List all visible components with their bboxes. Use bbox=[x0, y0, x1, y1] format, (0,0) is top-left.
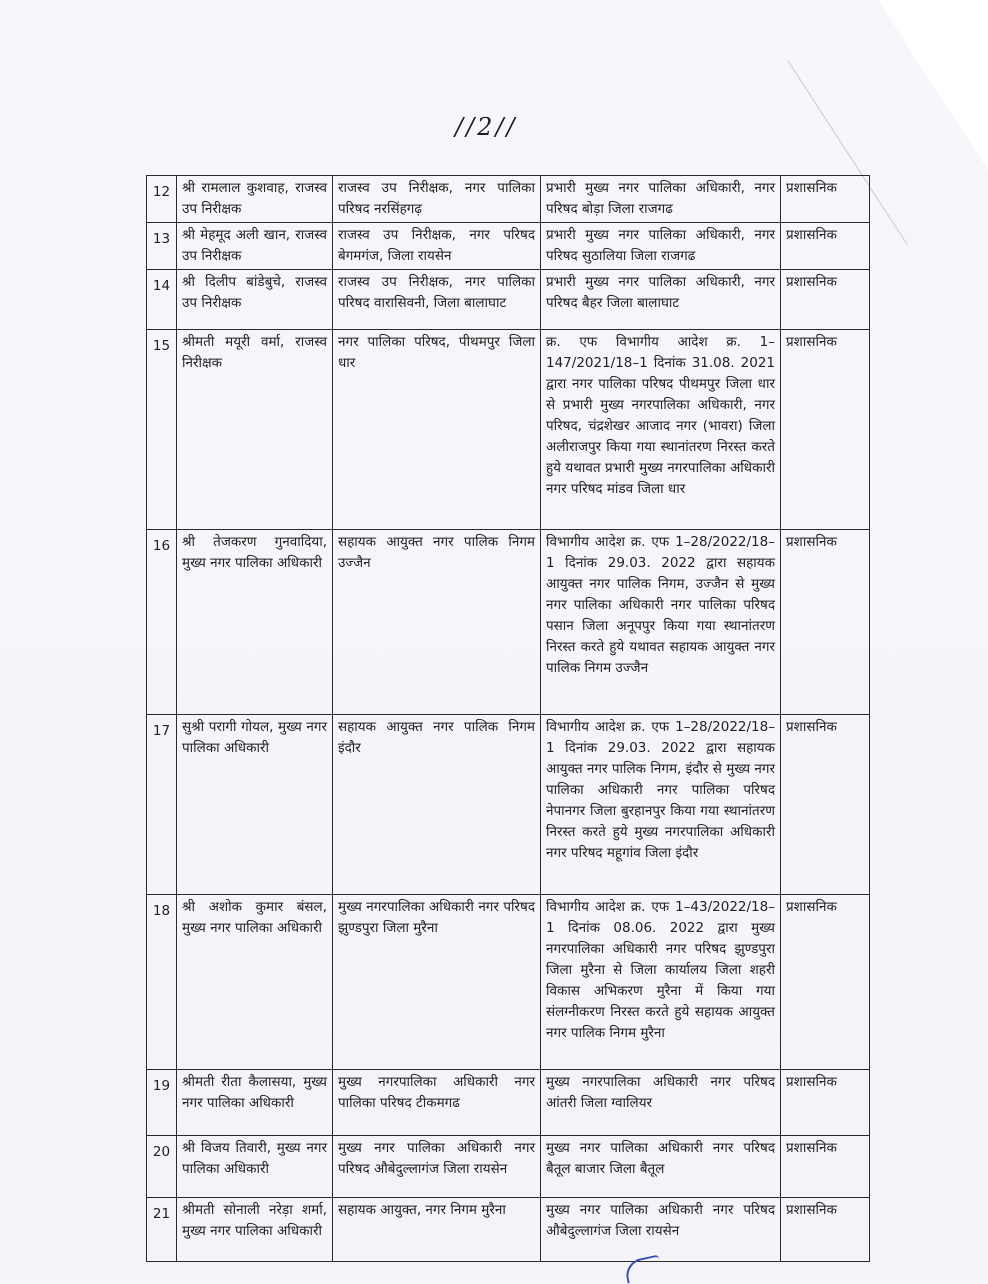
serial-number: 16 bbox=[147, 530, 177, 715]
officer-name: श्री दिलीप बांडेबुचे, राजस्व उप निरीक्षक bbox=[177, 270, 333, 330]
current-posting: मुख्य नगरपालिका अधिकारी नगर परिषद झुण्डपुरा जिला मुरैना bbox=[333, 895, 541, 1070]
transfer-category: प्रशासनिक bbox=[781, 1070, 870, 1136]
transfer-category: प्रशासनिक bbox=[781, 1136, 870, 1198]
current-posting: नगर पालिका परिषद, पीथमपुर जिला धार bbox=[333, 330, 541, 530]
new-posting: प्रभारी मुख्य नगर पालिका अधिकारी, नगर परिषद बैहर जिला बालाघाट bbox=[541, 270, 781, 330]
page-number: //2// bbox=[455, 113, 518, 141]
serial-number: 18 bbox=[147, 895, 177, 1070]
transfer-category: प्रशासनिक bbox=[781, 330, 870, 530]
serial-number: 13 bbox=[147, 223, 177, 270]
table-row bbox=[147, 1070, 870, 1136]
current-posting: मुख्य नगर पालिका अधिकारी नगर परिषद औबेदुल्लागंज जिला रायसेन bbox=[333, 1136, 541, 1198]
officer-name: सुश्री परागी गोयल, मुख्य नगर पालिका अधिकारी bbox=[177, 715, 333, 895]
serial-number: 19 bbox=[147, 1070, 177, 1136]
folded-corner bbox=[878, 0, 988, 170]
table-row bbox=[147, 223, 870, 270]
transfer-category: प्रशासनिक bbox=[781, 1198, 870, 1262]
table-row bbox=[147, 715, 870, 895]
current-posting: सहायक आयुक्त, नगर निगम मुरैना bbox=[333, 1198, 541, 1262]
current-posting: राजस्व उप निरीक्षक, नगर परिषद बेगमगंज, जिला रायसेन bbox=[333, 223, 541, 270]
officer-name: श्रीमती मयूरी वर्मा, राजस्व निरीक्षक bbox=[177, 330, 333, 530]
transfer-category: प्रशासनिक bbox=[781, 530, 870, 715]
table-row bbox=[147, 895, 870, 1070]
new-posting: विभागीय आदेश क्र. एफ 1–28/2022/18–1 दिनांक 29.03. 2022 द्वारा सहायक आयुक्त नगर पालिक निगम, इंदौर से मुख्य नगर पालिका अधिकारी नगर पालिका परिषद नेपानगर जिला बुरहानपुर किया गया स्थानांतरण निरस्त करते हुये मुख्य नगरपालिका अधिकारी नगर परिषद महूगांव जिला इंदौर bbox=[541, 715, 781, 895]
table-row bbox=[147, 176, 870, 223]
serial-number: 12 bbox=[147, 176, 177, 223]
new-posting: मुख्य नगरपालिका अधिकारी नगर परिषद आंतरी जिला ग्वालियर bbox=[541, 1070, 781, 1136]
current-posting: राजस्व उप निरीक्षक, नगर पालिका परिषद वारासिवनी, जिला बालाघाट bbox=[333, 270, 541, 330]
serial-number: 14 bbox=[147, 270, 177, 330]
transfer-category: प्रशासनिक bbox=[781, 895, 870, 1070]
officer-name: श्री रामलाल कुशवाह, राजस्व उप निरीक्षक bbox=[177, 176, 333, 223]
serial-number: 17 bbox=[147, 715, 177, 895]
current-posting: मुख्य नगरपालिका अधिकारी नगर पालिका परिषद टीकमगढ bbox=[333, 1070, 541, 1136]
current-posting: राजस्व उप निरीक्षक, नगर पालिका परिषद नरसिंहगढ़ bbox=[333, 176, 541, 223]
table-row bbox=[147, 530, 870, 715]
table-row bbox=[147, 1136, 870, 1198]
new-posting: प्रभारी मुख्य नगर पालिका अधिकारी, नगर परिषद सुठालिया जिला राजगढ bbox=[541, 223, 781, 270]
serial-number: 21 bbox=[147, 1198, 177, 1262]
officer-name: श्रीमती रीता कैलासया, मुख्य नगर पालिका अधिकारी bbox=[177, 1070, 333, 1136]
officer-name: श्री अशोक कुमार बंसल, मुख्य नगर पालिका अधिकारी bbox=[177, 895, 333, 1070]
transfer-orders-table bbox=[146, 175, 870, 1262]
transfer-category: प्रशासनिक bbox=[781, 715, 870, 895]
transfer-category: प्रशासनिक bbox=[781, 270, 870, 330]
current-posting: सहायक आयुक्त नगर पालिक निगम इंदौर bbox=[333, 715, 541, 895]
transfer-category: प्रशासनिक bbox=[781, 223, 870, 270]
table-row bbox=[147, 1198, 870, 1262]
officer-name: श्रीमती सोनाली नरेड़ा शर्मा, मुख्य नगर पालिका अधिकारी bbox=[177, 1198, 333, 1262]
current-posting: सहायक आयुक्त नगर पालिक निगम उज्जैन bbox=[333, 530, 541, 715]
new-posting: क्र. एफ विभागीय आदेश क्र. 1–147/2021/18–1 दिनांक 31.08. 2021 द्वारा नगर पालिका परिषद पीथमपुर जिला धार से प्रभारी मुख्य नगरपालिका अधिकारी, नगर परिषद, चंद्रशेखर आजाद नगर (भावरा) जिला अलीराजपुर किया गया स्थानांतरण निरस्त करते हुये यथावत प्रभारी मुख्य नगरपालिका अधिकारी नगर परिषद मांडव जिला धार bbox=[541, 330, 781, 530]
serial-number: 20 bbox=[147, 1136, 177, 1198]
new-posting: मुख्य नगर पालिका अधिकारी नगर परिषद औबेदुल्लागंज जिला रायसेन bbox=[541, 1198, 781, 1262]
table-row bbox=[147, 330, 870, 530]
officer-name: श्री विजय तिवारी, मुख्य नगर पालिका अधिकारी bbox=[177, 1136, 333, 1198]
table-row bbox=[147, 270, 870, 330]
new-posting: विभागीय आदेश क्र. एफ 1–28/2022/18–1 दिनांक 29.03. 2022 द्वारा सहायक आयुक्त नगर पालिक निगम, उज्जैन से मुख्य नगर पालिका अधिकारी नगर पालिका परिषद पसान जिला अनूपपुर किया गया स्थानांतरण निरस्त करते हुये यथावत सहायक आयुक्त नगर पालिक निगम उज्जैन bbox=[541, 530, 781, 715]
serial-number: 15 bbox=[147, 330, 177, 530]
new-posting: मुख्य नगर पालिका अधिकारी नगर परिषद बैतूल बाजार जिला बैतूल bbox=[541, 1136, 781, 1198]
new-posting: प्रभारी मुख्य नगर पालिका अधिकारी, नगर परिषद बोड़ा जिला राजगढ bbox=[541, 176, 781, 223]
officer-name: श्री मेहमूद अली खान, राजस्व उप निरीक्षक bbox=[177, 223, 333, 270]
transfer-category: प्रशासनिक bbox=[781, 176, 870, 223]
new-posting: विभागीय आदेश क्र. एफ 1–43/2022/18–1 दिनांक 08.06. 2022 द्वारा मुख्य नगरपालिका अधिकारी नगर परिषद झुण्डपुरा जिला मुरैना से जिला कार्यालय जिला शहरी विकास अभिकरण मुरैना में किया गया संलग्नीकरण निरस्त करते हुये सहायक आयुक्त नगर पालिक निगम मुरैना bbox=[541, 895, 781, 1070]
officer-name: श्री तेजकरण गुनवादिया, मुख्य नगर पालिका अधिकारी bbox=[177, 530, 333, 715]
